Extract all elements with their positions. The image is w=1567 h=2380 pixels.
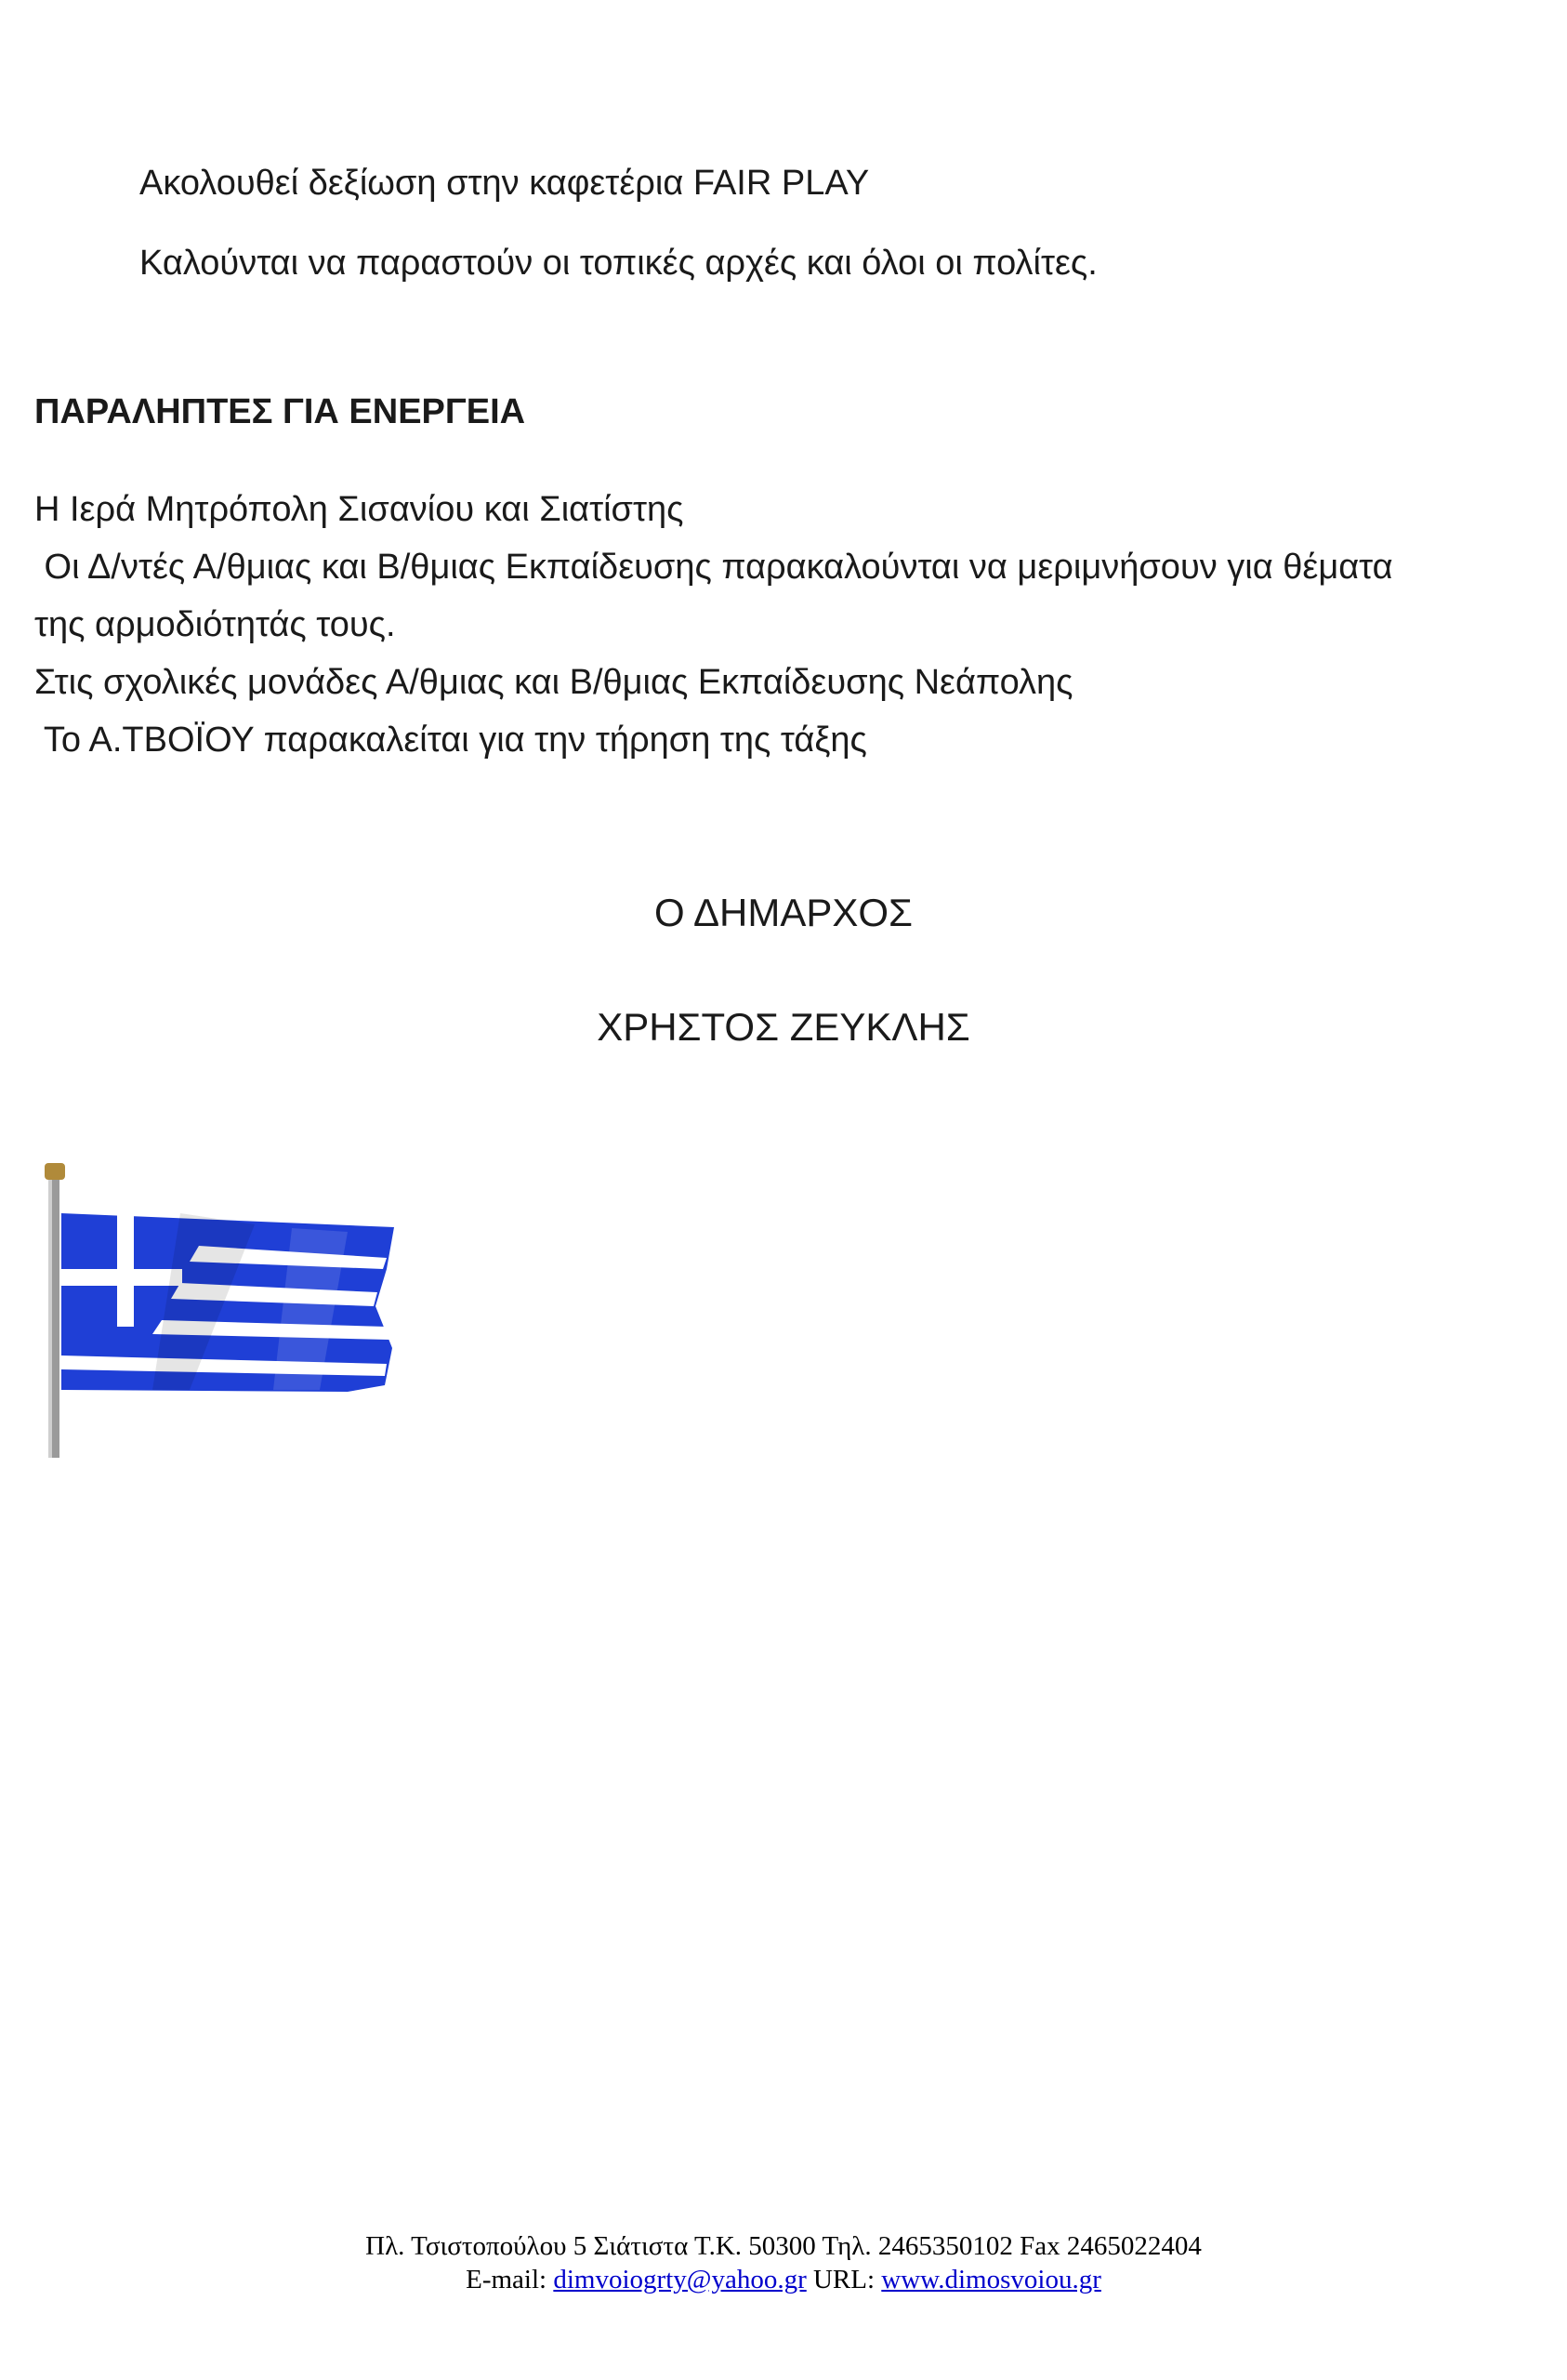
recipient-item: της αρμοδιότητάς τους. xyxy=(34,605,396,644)
recipients-heading: ΠΑΡΑΛΗΠΤΕΣ ΓΙΑ ΕΝΕΡΓΕΙΑ xyxy=(34,392,526,431)
url-label: URL: xyxy=(806,2265,882,2294)
email-link[interactable]: dimvoiogrty@yahoo.gr xyxy=(553,2265,807,2294)
footer-contacts xyxy=(0,2263,1567,2296)
recipient-item: Οι Δ/ντές Α/θμιας και Β/θμιας Εκπαίδευσης παρακαλούνται να μεριμνήσουν για θέματα xyxy=(34,548,1393,587)
email-label: E-mail: xyxy=(466,2265,554,2294)
mayor-title: Ο ΔΗΜΑΡΧΟΣ xyxy=(653,891,914,934)
footer-address: Πλ. Τσιστοπούλου 5 Σιάτιστα Τ.Κ. 50300 Τηλ. 2465350102 Fax 2465022404 xyxy=(365,2231,1202,2261)
mayor-name: ΧΡΗΣΤΟΣ ΖΕΥΚΛΗΣ xyxy=(597,1005,970,1049)
website-link[interactable]: www.dimosvoiou.gr xyxy=(881,2265,1101,2294)
recipient-item: Στις σχολικές μονάδες Α/θμιας και Β/θμιας Εκπαίδευσης Νεάπολης xyxy=(34,663,1073,702)
invitation-notice: Καλούνται να παραστούν οι τοπικές αρχές και όλοι οι πολίτες. xyxy=(139,244,1098,283)
reception-notice: Ακολουθεί δεξίωση στην καφετέρια FAIR PLAY xyxy=(139,164,870,203)
recipient-item: Η Ιερά Μητρόπολη Σισανίου και Σιατίστης xyxy=(34,490,684,529)
recipient-item: Το Α.ΤΒΟΪΟΥ παρακαλείται για την τήρηση της τάξης xyxy=(34,721,867,760)
greek-flag-icon xyxy=(41,1157,403,1460)
